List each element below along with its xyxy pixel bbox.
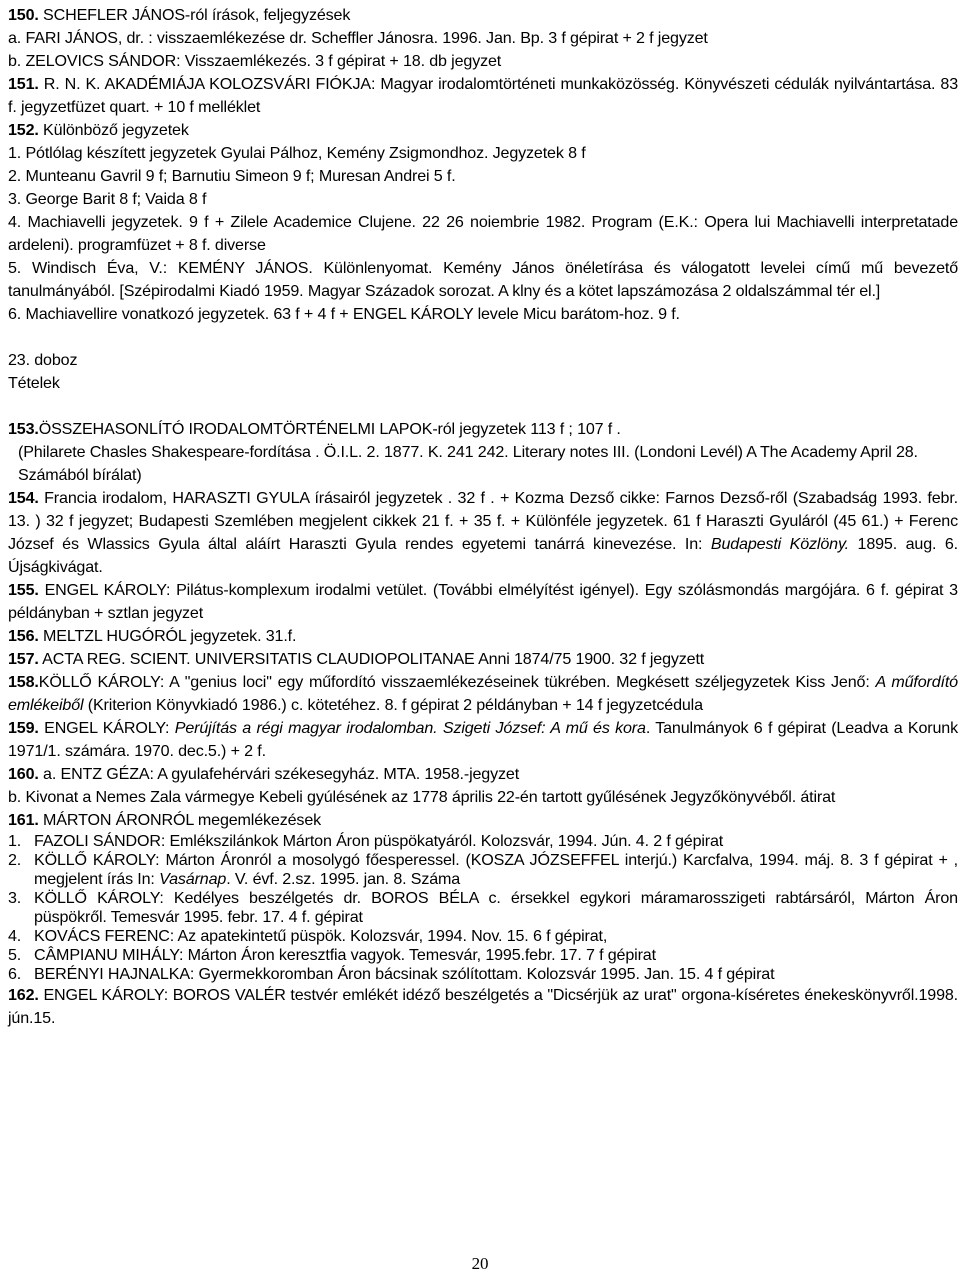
- entry-152-2: 2. Munteanu Gavril 9 f; Barnutiu Simeon 9 f; Muresan Andrei 5 f.: [8, 167, 456, 185]
- entry-150-b: b. ZELOVICS SÁNDOR: Visszaemlékezés. 3 f gépirat + 18. db jegyzet: [8, 52, 502, 70]
- entry-153-note: (Philarete Chasles Shakespeare-fordítása . Ö.I.L. 2. 1877. K. 241 242. Literary notes III. (Londoni Levél) A The Academy April 28. Számából bírálat): [18, 443, 918, 484]
- entry-162: 162. ENGEL KÁROLY: BOROS VALÉR testvér emlékét idéző beszélgetés a "Dicsérjük az urat" orgona-kíséretes énekeskönyvről.1998. jún.15.: [8, 986, 958, 1027]
- items-heading: Tételek: [8, 374, 60, 392]
- entry-161-title: 161. MÁRTON ÁRONRÓL megemlékezések: [8, 811, 322, 829]
- entry-159: 159. ENGEL KÁROLY: Perújítás a régi magyar irodalomban. Szigeti József: A mű és kora. Tanulmányok 6 f gépirat (Leadva a Korunk 1971/1. számára. 1970. dec.5.) + 2 f.: [8, 719, 958, 760]
- box-label: 23. doboz: [8, 351, 78, 369]
- entry-number: 161.: [8, 811, 39, 829]
- entry-150-title: 150. SCHEFLER JÁNOS-ról írások, feljegyzések: [8, 6, 351, 24]
- entry-number: 158.: [8, 673, 39, 691]
- entry-161-item: 3. KÖLLŐ KÁROLY: Kedélyes beszélgetés dr. BOROS BÉLA c. érsekkel egykori máramarosszigeti rabtársáról, Márton Áron püspökről. Temesvár 1995. febr. 17. 4 f. gépirat: [8, 889, 958, 926]
- entry-161-item: 5. CÂMPIANU MIHÁLY: Márton Áron keresztfia vagyok. Temesvár, 1995.febr. 17. 7 f gépirat: [8, 946, 656, 964]
- entry-157: 157. ACTA REG. SCIENT. UNIVERSITATIS CLAUDIOPOLITANAE Anni 1874/75 1900. 32 f jegyzett: [8, 650, 705, 668]
- entry-152-1: 1. Pótlólag készített jegyzetek Gyulai Pálhoz, Kemény Zsigmondhoz. Jegyzetek 8 f: [8, 144, 586, 162]
- entry-number: 156.: [8, 627, 39, 645]
- entry-152-title: 152. Különböző jegyzetek: [8, 121, 189, 139]
- entry-152-4: 4. Machiavelli jegyzetek. 9 f + Zilele Academice Clujene. 22 26 noiembrie 1982. Program (E.K.: Opera lui Machiavelli interpretatade ardeleni). programfüzet + 8 f. diverse: [8, 213, 958, 254]
- entry-156: 156. MELTZL HUGÓRÓL jegyzetek. 31.f.: [8, 627, 297, 645]
- entry-153-title: 153.ÖSSZEHASONLÍTÓ IRODALOMTÖRTÉNELMI LAPOK-ról jegyzetek 113 f ; 107 f .: [8, 420, 621, 438]
- entry-161-item: 1. FAZOLI SÁNDOR: Emlékszilánkok Márton Áron püspökatyáról. Kolozsvár, 1994. Jún. 4. 2 f gépirat: [8, 832, 724, 850]
- entry-number: 162.: [8, 986, 39, 1004]
- entry-152-5: 5. Windisch Éva, V.: KEMÉNY JÁNOS. Különlenyomat. Kemény János önéletírása és válogatott levelei című mű bevezető tanulmányából. [Szépirodalmi Kiadó 1959. Magyar Századok sorozat. A klny és a kötet lapszámozása 2 oldalszámmal tér el.]: [8, 259, 958, 300]
- entry-160-b: b. Kivonat a Nemes Zala vármegye Kebeli gyúlésének az 1778 április 22-én tartott gyűlésének Jegyzőkönyvéből. átirat: [8, 788, 836, 806]
- entry-152-6: 6. Machiavellire vonatkozó jegyzetek. 63 f + 4 f + ENGEL KÁROLY levele Micu barátom-hoz. 9 f.: [8, 305, 680, 323]
- entry-161-item: 6. BERÉNYI HAJNALKA: Gyermekkoromban Áron bácsinak szólítottam. Kolozsvár 1995. Jan. 15. 4 f gépirat: [8, 965, 775, 983]
- entry-number: 152.: [8, 121, 39, 139]
- entry-number: 150.: [8, 6, 39, 24]
- entry-154: 154. Francia irodalom, HARASZTI GYULA írásairól jegyzetek . 32 f . + Kozma Dezső cikke: Farnos Dezső-ről (Szabadság 1993. febr. 13. ) 32 f jegyzet; Budapesti Szemlében megjelent cikkek 21 f. + 35 f. + Különféle jegyzetek. 61 f Haraszti Gyuláról (45 61.) + Ferenc József és Wlassics Gyula által aláírt Haraszti Gyula rendes egyetemi tanárrá kinevezése. In: Budapesti Közlöny. 1895. aug. 6. Újságkivágat.: [8, 489, 958, 576]
- entry-152-3: 3. George Barit 8 f; Vaida 8 f: [8, 190, 207, 208]
- document-page: [8, 4, 958, 1030]
- entry-161-item: 4. KOVÁCS FERENC: Az apatekintetű püspök. Kolozsvár, 1994. Nov. 15. 6 f gépirat,: [8, 927, 608, 945]
- entry-150-a: a. FARI JÁNOS, dr. : visszaemlékezése dr. Scheffler Jánosra. 1996. Jan. Bp. 3 f gépirat + 2 f jegyzet: [8, 29, 708, 47]
- entry-number: 159.: [8, 719, 39, 737]
- entry-number: 155.: [8, 581, 39, 599]
- entry-number: 151.: [8, 75, 39, 93]
- entry-158: 158.KÖLLŐ KÁROLY: A "genius loci" egy műfordító visszaemlékezéseinek tükrében. Megkésett széljegyzetek Kiss Jenő: A műfordító emlékeiből (Kriterion Könyvkiadó 1986.) c. kötetéhez. 8. f gépirat 2 példányban + 14 f jegyzetcédula: [8, 673, 958, 714]
- entry-number: 153.: [8, 420, 39, 438]
- entry-number: 154.: [8, 489, 39, 507]
- entry-151: 151. R. N. K. AKADÉMIÁJA KOLOZSVÁRI FIÓKJA: Magyar irodalomtörténeti munkaközösség. Könyvészeti cédulák nyilvántartása. 83 f. jegyzetfüzet quart. + 10 f melléklet: [8, 75, 958, 116]
- entry-160-a: 160. a. ENTZ GÉZA: A gyulafehérvári székesegyház. MTA. 1958.-jegyzet: [8, 765, 520, 783]
- entry-number: 157.: [8, 650, 39, 668]
- entry-number: 160.: [8, 765, 39, 783]
- page-number: 20: [471, 1254, 489, 1273]
- entry-161-item: 2. KÖLLŐ KÁROLY: Márton Áronról a mosolygó főesperessel. (KOSZA JÓZSEFFEL interjú.) Karcfalva, 1994. máj. 8. 3 f gépirat + , megjelent írás In: Vasárnap. V. évf. 2.sz. 1995. jan. 8. Száma: [8, 851, 958, 888]
- entry-155: 155. ENGEL KÁROLY: Pilátus-komplexum irodalmi vetület. (További elmélyítést igényel). Egy szólásmondás margójára. 6 f. gépirat 3 példányban + sztlan jegyzet: [8, 581, 958, 622]
